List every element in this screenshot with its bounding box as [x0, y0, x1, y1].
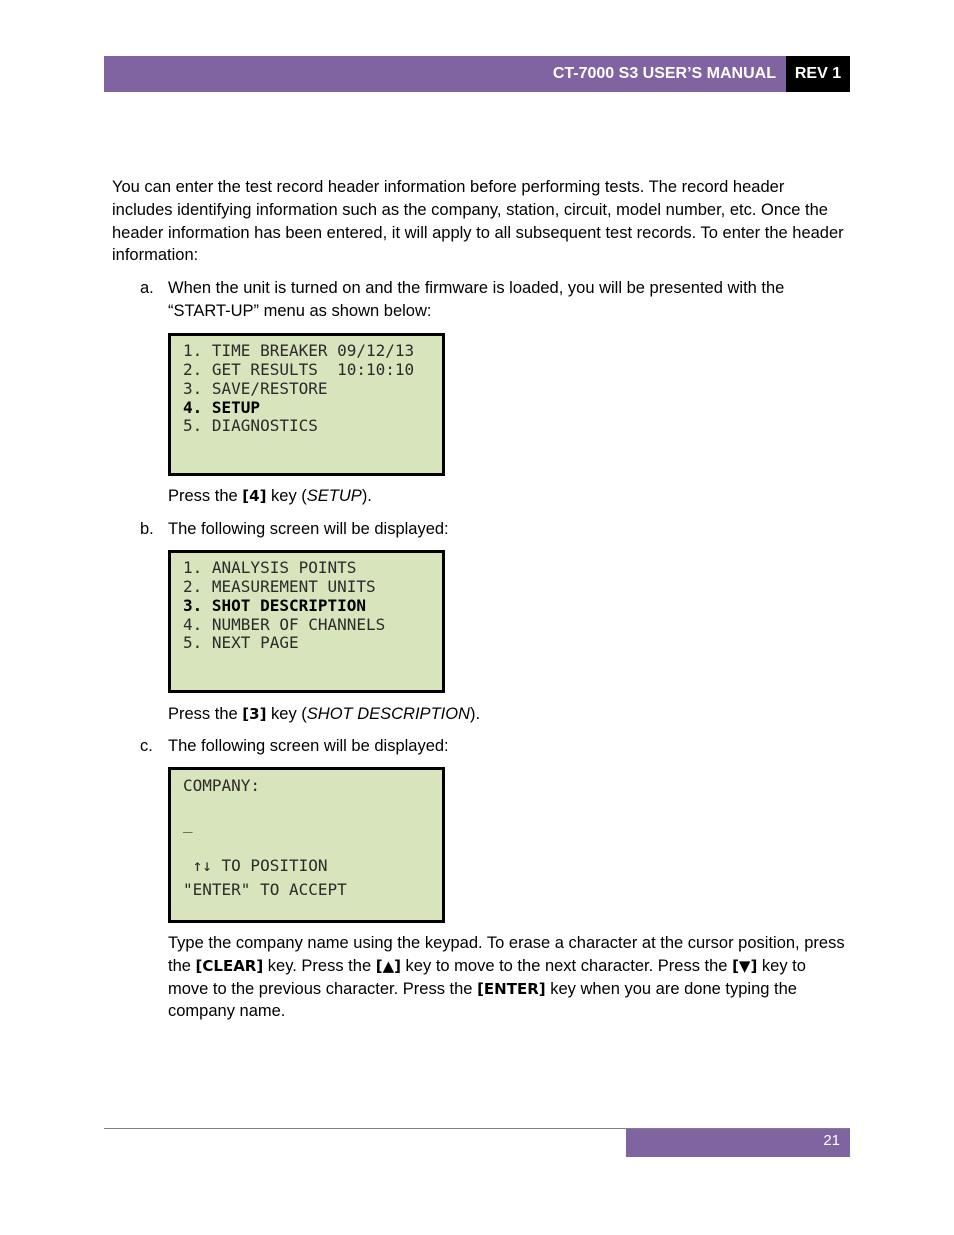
lcd-line: COMPANY:: [183, 776, 261, 795]
lcd-line: 2. MEASUREMENT UNITS: [183, 577, 376, 596]
lcd-setup-menu: [168, 550, 445, 693]
page-number: 21: [626, 1129, 850, 1157]
key-enter: [ENTER]: [477, 979, 546, 998]
manual-title: CT-7000 S3 USER’S MANUAL: [552, 65, 776, 82]
key-4: [4]: [242, 487, 267, 505]
lcd-line: 1. ANALYSIS POINTS: [183, 558, 357, 577]
key-up: [▲]: [375, 956, 401, 975]
lcd-line-selected: 4. SETUP: [183, 398, 261, 417]
lcd-line-selected: 3. SHOT DESCRIPTION: [183, 596, 367, 615]
step-a-instruction: Press the [4] key (SETUP).: [168, 487, 372, 505]
lcd-line: 5. NEXT PAGE: [183, 633, 299, 652]
key-3: [3]: [242, 705, 267, 723]
lcd-line: 3. SAVE/RESTORE: [183, 379, 328, 398]
key-clear: [CLEAR]: [195, 956, 264, 975]
step-c-instruction: Type the company name using the keypad. To erase a character at the cursor position, press the [CLEAR] key. Press the [▲] key to move to the next character. Press the [▼] key to move to the previous character. Press the [ENTER] key when you are done typing the company name.: [168, 934, 845, 1021]
lcd-line: 5. DIAGNOSTICS: [183, 416, 318, 435]
step-a-text: When the unit is turned on and the firmware is loaded, you will be presented with the “START-UP” menu as shown below:: [168, 279, 785, 320]
lcd-line: 4. NUMBER OF CHANNELS: [183, 615, 386, 634]
key-down: [▼]: [732, 956, 758, 975]
lcd-company-entry: [168, 767, 445, 923]
intro-paragraph: You can enter the test record header information before performing tests. The record header includes identifying information such as the company, station, circuit, model number, etc. Once the header information has been entered, it will apply to all subsequent test records. To enter the header information:: [112, 178, 844, 265]
step-b-letter: b.: [140, 520, 154, 538]
lcd-startup-menu: [168, 333, 445, 476]
lcd-cursor: _: [183, 814, 193, 833]
lcd-line: ↑↓ TO POSITION: [183, 856, 328, 875]
step-c-text: The following screen will be displayed:: [168, 737, 449, 755]
step-a-letter: a.: [140, 279, 154, 297]
lcd-line: 1. TIME BREAKER 09/12/13: [183, 341, 415, 360]
revision-label: REV 1: [786, 56, 850, 92]
lcd-line: "ENTER" TO ACCEPT: [183, 880, 347, 899]
step-c-letter: c.: [140, 737, 153, 755]
lcd-line: 2. GET RESULTS 10:10:10: [183, 360, 415, 379]
step-b-text: The following screen will be displayed:: [168, 520, 449, 538]
step-b-instruction: Press the [3] key (SHOT DESCRIPTION).: [168, 705, 481, 723]
